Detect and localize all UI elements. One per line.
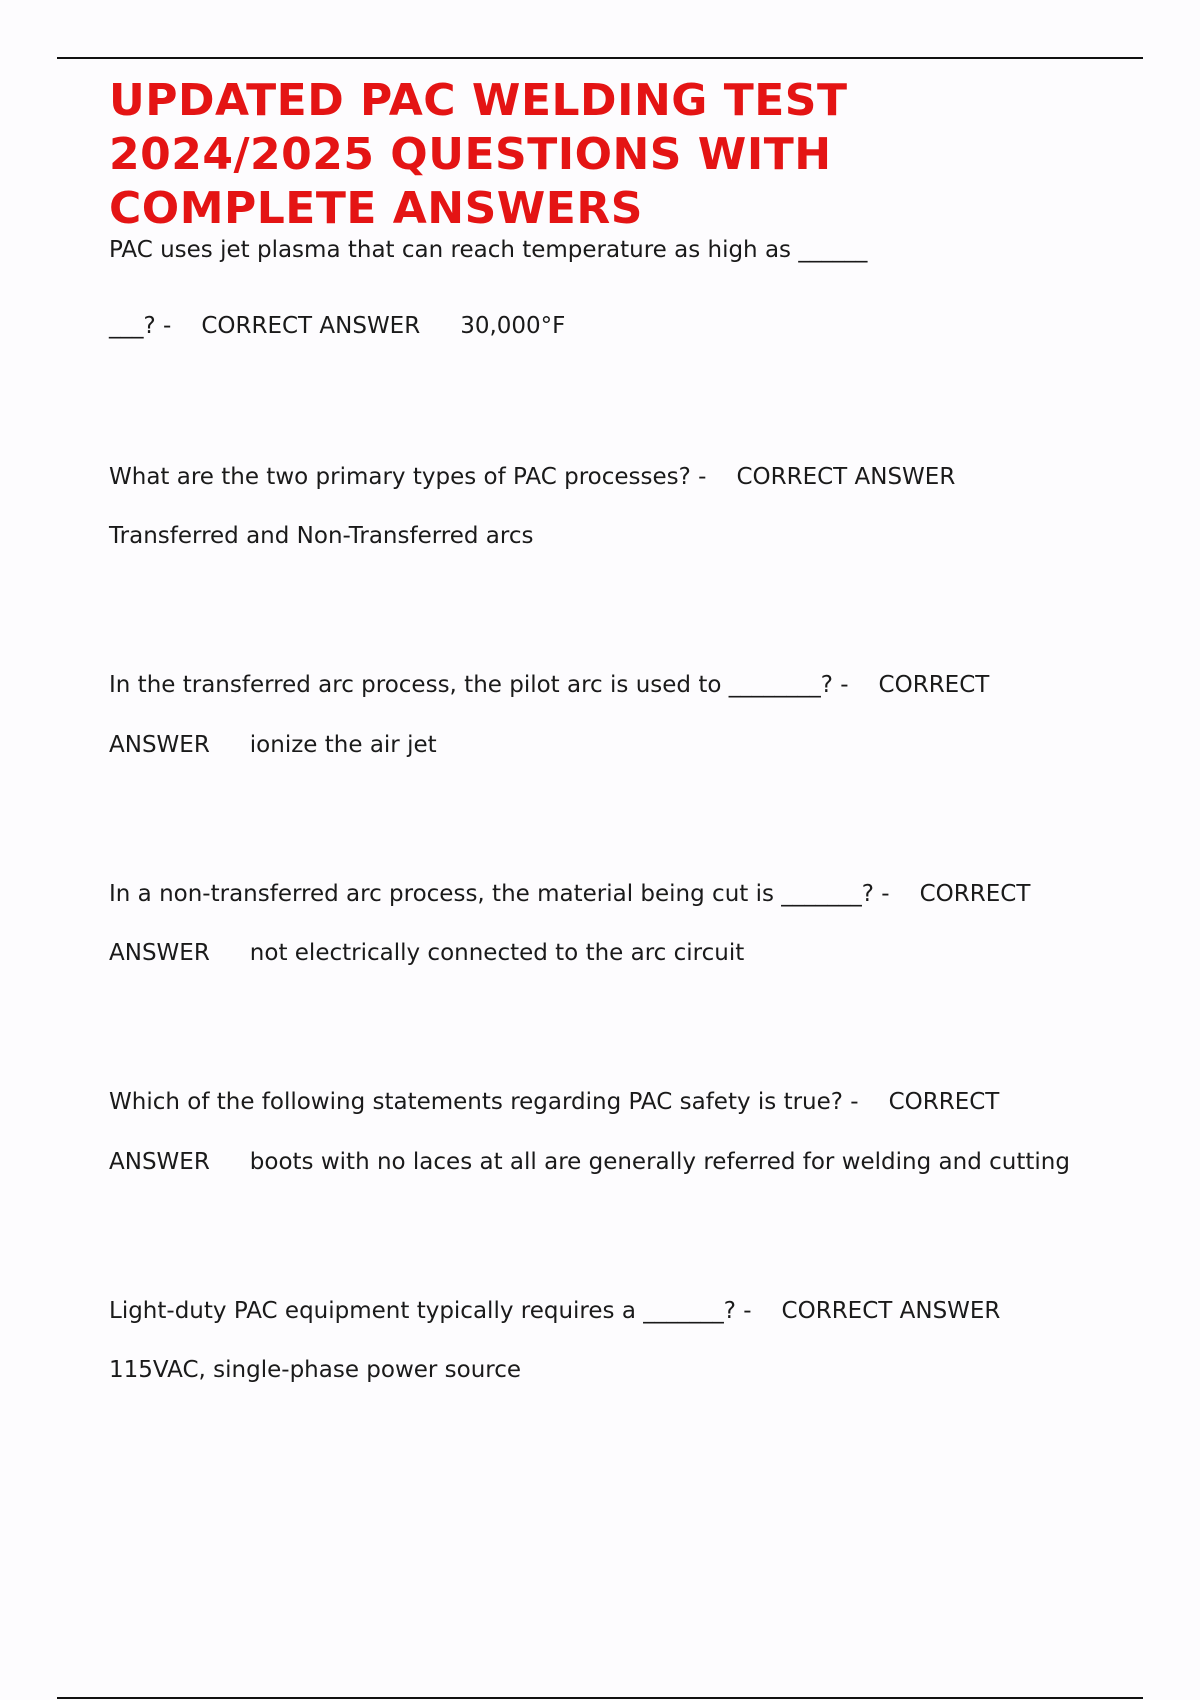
- qa-item-6: [109, 1296, 1000, 1385]
- answer-label-continued: ANSWER: [109, 1149, 210, 1175]
- qa-item-1: [109, 235, 867, 341]
- answer-text: 115VAC, single-phase power source: [109, 1357, 522, 1383]
- bottom-rule: [57, 1697, 1143, 1699]
- answer-label: CORRECT: [888, 1089, 1000, 1115]
- title-line-2: 2024/2025 QUESTIONS WITH: [109, 129, 832, 180]
- question-answer-line: [109, 311, 867, 341]
- question-line: [109, 1296, 1000, 1326]
- answer-label: CORRECT: [878, 672, 990, 698]
- answer-label: CORRECT ANSWER: [736, 464, 956, 490]
- question-text: PAC uses jet plasma that can reach temperature as high as ______: [109, 237, 868, 263]
- question-text: Light-duty PAC equipment typically requires a _______? -: [109, 1298, 752, 1324]
- answer-label: CORRECT ANSWER: [201, 313, 421, 339]
- answer-label-continued: ANSWER: [109, 940, 210, 966]
- title-line-3: COMPLETE ANSWERS: [109, 183, 643, 234]
- question-line: [109, 1087, 1070, 1117]
- question-text: In a non-transferred arc process, the material being cut is _______? -: [109, 881, 890, 907]
- question-text: Which of the following statements regarding PAC safety is true? -: [109, 1089, 859, 1115]
- qa-item-4: [109, 879, 1030, 968]
- document-title: [109, 74, 1159, 236]
- answer-label: CORRECT: [919, 881, 1031, 907]
- question-line: [109, 879, 1030, 909]
- answer-text: Transferred and Non-Transferred arcs: [109, 523, 534, 549]
- document-header: [109, 74, 1159, 236]
- answer-line: [109, 938, 1030, 968]
- question-line: [109, 670, 989, 700]
- question-text: What are the two primary types of PAC processes? -: [109, 464, 707, 490]
- answer-text: 30,000°F: [460, 313, 566, 339]
- question-continuation: ___? -: [109, 313, 172, 339]
- answer-label-continued: ANSWER: [109, 732, 210, 758]
- question-text: In the transferred arc process, the pilot arc is used to ________? -: [109, 672, 849, 698]
- answer-line: [109, 730, 989, 760]
- answer-label: CORRECT ANSWER: [781, 1298, 1001, 1324]
- answer-text: not electrically connected to the arc circuit: [249, 940, 745, 966]
- answer-line: [109, 1147, 1070, 1177]
- qa-item-5: [109, 1087, 1070, 1177]
- answer-text: boots with no laces at all are generally referred for welding and cutting: [249, 1149, 1070, 1175]
- title-line-1: UPDATED PAC WELDING TEST: [109, 75, 848, 126]
- question-line: [109, 462, 955, 492]
- qa-item-2: [109, 462, 955, 551]
- top-rule: [57, 57, 1143, 59]
- qa-item-3: [109, 670, 989, 760]
- answer-text: ionize the air jet: [249, 732, 437, 758]
